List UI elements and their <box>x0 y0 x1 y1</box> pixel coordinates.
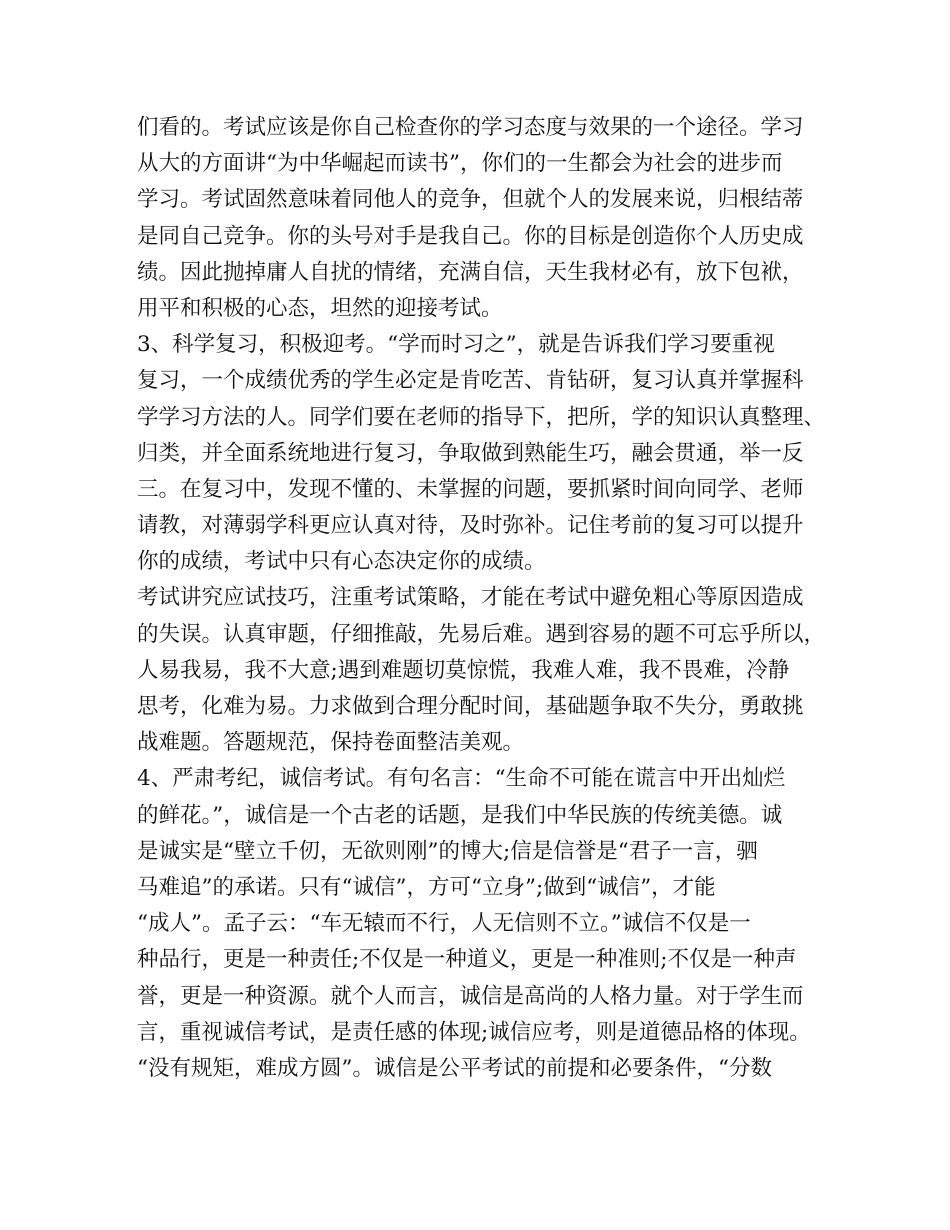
text-line: 马难追”的承诺。只有“诚信”，方可“立身”;做到“诚信”，才能 <box>137 874 716 900</box>
text-line: 复习，一个成绩优秀的学生必定是肯吃苦、肯钻研，复习认真并掌握科 <box>137 368 804 394</box>
text-line: 学习。考试固然意味着同他人的竞争，但就个人的发展来说，归根结蒂 <box>137 187 804 213</box>
text-line: 的鲜花。”，诚信是一个古老的话题，是我们中华民族的传统美德。诚 <box>137 802 783 828</box>
text-line: 考试讲究应试技巧，注重考试策略，才能在考试中避免粗心等原因造成 <box>137 585 804 611</box>
text-line: 种品行，更是一种责任;不仅是一种道义，更是一种准则;不仅是一种声 <box>137 947 797 973</box>
text-line: 人易我易，我不大意;遇到难题切莫惊慌，我难人难，我不畏难，冷静 <box>137 657 790 683</box>
text-line: 誉，更是一种资源。就个人而言，诚信是高尚的人格力量。对于学生而 <box>137 983 804 1009</box>
text-line: 4、严肃考纪，诚信考试。有句名言：“生命不可能在谎言中开出灿烂 <box>137 766 786 792</box>
text-line: 们看的。考试应该是你自己检查你的学习态度与效果的一个途径。学习 <box>137 115 804 140</box>
text-line: 三。在复习中，发现不懂的、未掌握的问题，要抓紧时间向同学、老师 <box>137 476 804 502</box>
text-line: 绩。因此抛掉庸人自扰的情绪，充满自信，天生我材必有，放下包袱， <box>137 259 804 285</box>
text-line: 战难题。答题规范，保持卷面整洁美观。 <box>137 730 525 756</box>
text-line: 用平和积极的心态，坦然的迎接考试。 <box>137 295 503 321</box>
text-line: 思考，化难为易。力求做到合理分配时间，基础题争取不失分，勇敢挑 <box>137 694 804 719</box>
text-line: 是同自己竞争。你的头号对手是我自己。你的目标是创造你个人历史成 <box>137 223 804 249</box>
text-line: 从大的方面讲“为中华崛起而读书”，你们的一生都会为社会的进步而 <box>137 151 783 177</box>
text-line: 你的成绩，考试中只有心态决定你的成绩。 <box>137 549 546 575</box>
text-line: 的失误。认真审题，仔细推敲，先易后难。遇到容易的题不可忘乎所以， <box>137 621 826 647</box>
text-line: 言，重视诚信考试，是责任感的体现;诚信应考，则是道德品格的体现。 <box>137 1019 811 1045</box>
text-line: 学学习方法的人。同学们要在老师的指导下，把所，学的知识认真整理、 <box>137 404 826 430</box>
text-line: 是诚实是“壁立千仞，无欲则刚”的博大;信是信誉是“君子一言，驷 <box>137 838 758 864</box>
text-line: 归类，并全面系统地进行复习，争取做到熟能生巧，融会贯通，举一反 <box>137 440 804 466</box>
text-line: “没有规矩，难成方圆”。诚信是公平考试的前提和必要条件，“分数 <box>137 1055 772 1081</box>
text-line: “成人”。孟子云：“车无辕而不行，人无信则不立。”诚信不仅是一 <box>137 911 751 937</box>
document-body-text <box>137 110 837 1087</box>
text-line: 3、科学复习，积极迎考。“学而时习之”，就是告诉我们学习要重视 <box>137 332 775 358</box>
text-line: 请教，对薄弱学科更应认真对待，及时弥补。记住考前的复习可以提升 <box>137 513 804 539</box>
